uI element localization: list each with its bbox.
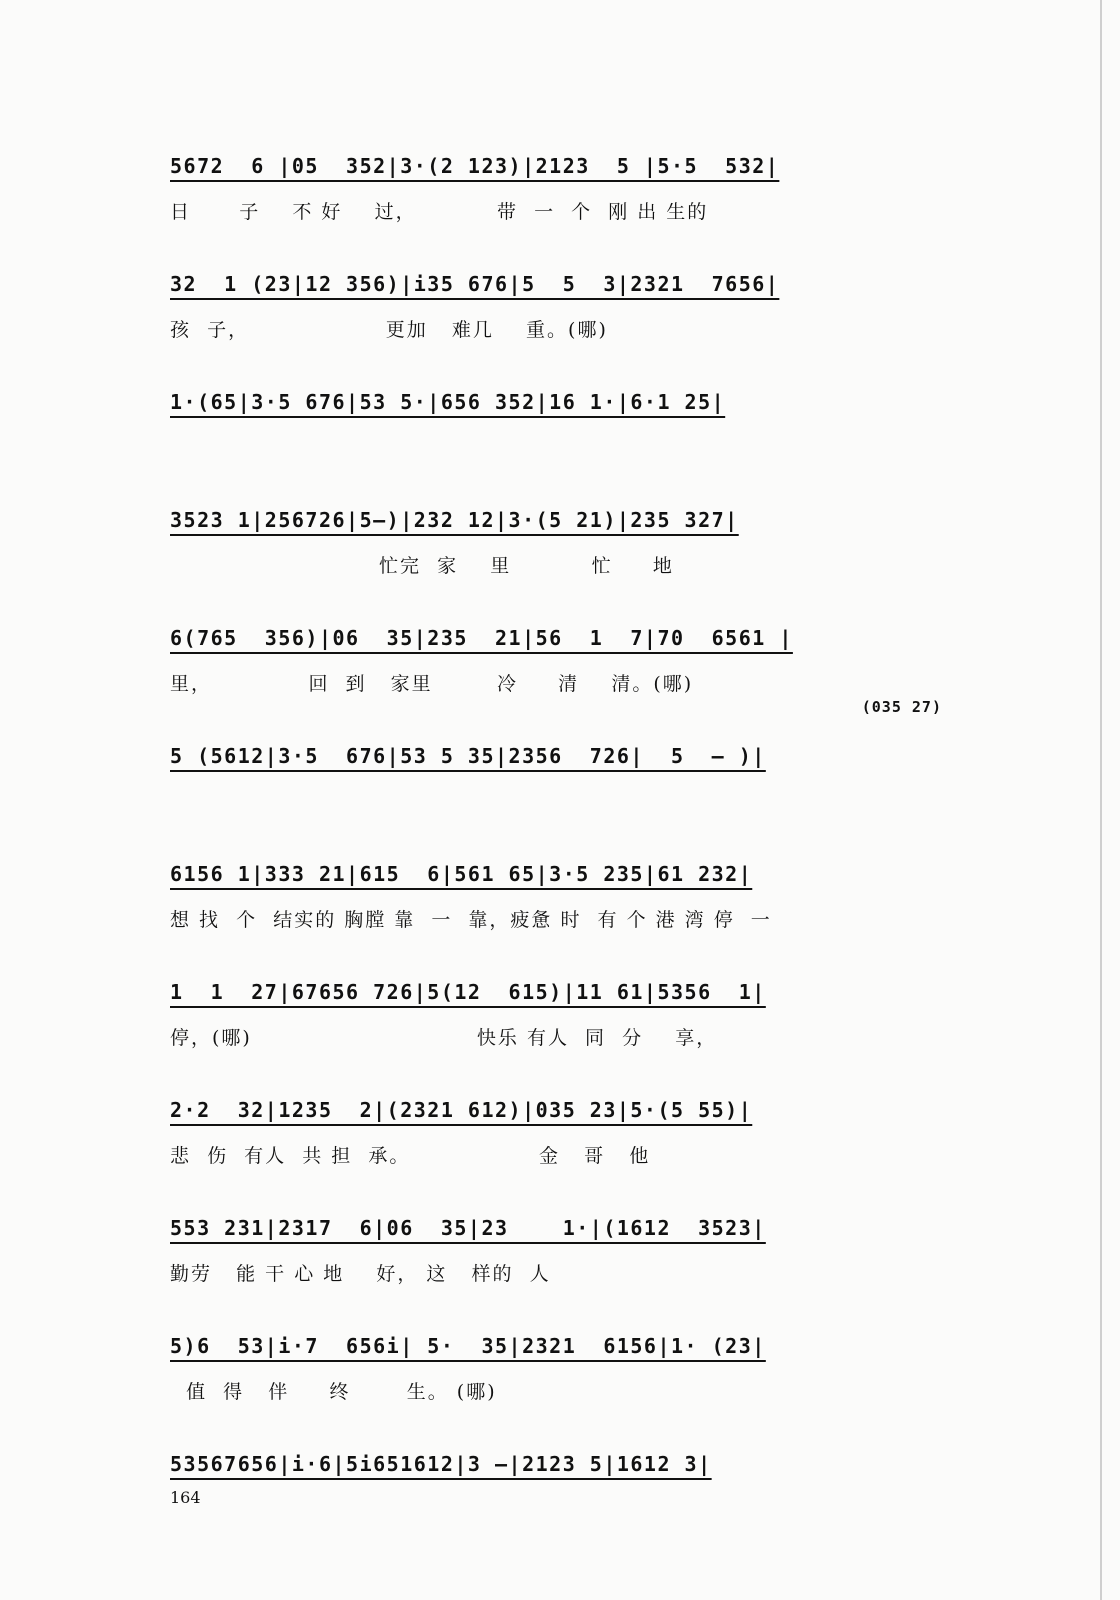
notation-line: 5)6 53|i·7 656i| 5· 35|2321 6156|1· (23| (170, 1334, 766, 1358)
lyrics-line (170, 784, 980, 820)
score-system-10 (170, 1208, 980, 1292)
notation-line: 5672 6 |05 352|3·(2 123)|2123 5 |5·5 532| (170, 154, 780, 178)
notation-line: 32 1 (23|12 356)|i35 676|5 5 3|2321 7656| (170, 272, 780, 296)
page-edge-divider (1100, 0, 1102, 1600)
score-system-4 (170, 500, 980, 584)
score-system-3 (170, 382, 980, 466)
lyrics-line (170, 1492, 980, 1528)
notation-line: 6(765 356)|06 35|235 21|56 1 7|70 6561 | (170, 626, 793, 650)
notation-line: 1 1 27|67656 726|5(12 615)|11 61|5356 1| (170, 980, 766, 1004)
score-system-11 (170, 1326, 980, 1410)
score-system-2 (170, 264, 980, 348)
lyrics-line: 孩 子， 更加 难几 重。(哪) (170, 319, 608, 341)
lyrics-line: 想 找 个 结实的 胸膛 靠 一 靠，疲惫 时 有 个 港 湾 停 一 (170, 909, 772, 931)
score-system-5 (170, 618, 980, 702)
lyrics-line: 悲 伤 有人 共 担 承。 金 哥 他 (170, 1145, 651, 1167)
notation-line: 6156 1|333 21|615 6|561 65|3·5 235|61 232| (170, 862, 753, 886)
alternate-notation-annotation: (035 27) (861, 698, 942, 716)
score-system-8 (170, 972, 980, 1056)
lyrics-line: 勤劳 能 干 心 地 好， 这 样的 人 (170, 1263, 551, 1285)
score-system-9 (170, 1090, 980, 1174)
lyrics-line: 日 子 不 好 过， 带 一 个 刚 出 生的 (170, 201, 709, 223)
lyrics-line: 停，(哪) 快乐 有人 同 分 享， (170, 1027, 718, 1049)
lyrics-line: 忙完 家 里 忙 地 (170, 555, 674, 577)
lyrics-line: 值 得 伴 终 生。 (哪) (170, 1381, 497, 1403)
notation-line: 53567656|i·6|5i651612|3 —|2123 5|1612 3| (170, 1452, 712, 1476)
score-system-1 (170, 146, 980, 230)
notation-line: 3523 1|256726|5—)|232 12|3·(5 21)|235 327| (170, 508, 739, 532)
notation-line: 2·2 32|1235 2|(2321 612)|035 23|5·(5 55)| (170, 1098, 753, 1122)
lyrics-line: 里， 回 到 家里 冷 清 清。(哪) (170, 673, 694, 695)
page-number: 164 (170, 1488, 201, 1507)
numbered-musical-score (170, 146, 980, 1528)
score-system-7 (170, 854, 980, 938)
lyrics-line (170, 430, 980, 466)
notation-line: 1·(65|3·5 676|53 5·|656 352|16 1·|6·1 25| (170, 390, 726, 414)
notation-line: 5 (5612|3·5 676|53 5 35|2356 726| 5 — )| (170, 744, 766, 768)
score-system-12 (170, 1444, 980, 1528)
notation-line: 553 231|2317 6|06 35|23 1·|(1612 3523| (170, 1216, 766, 1240)
score-system-6 (170, 698, 980, 820)
